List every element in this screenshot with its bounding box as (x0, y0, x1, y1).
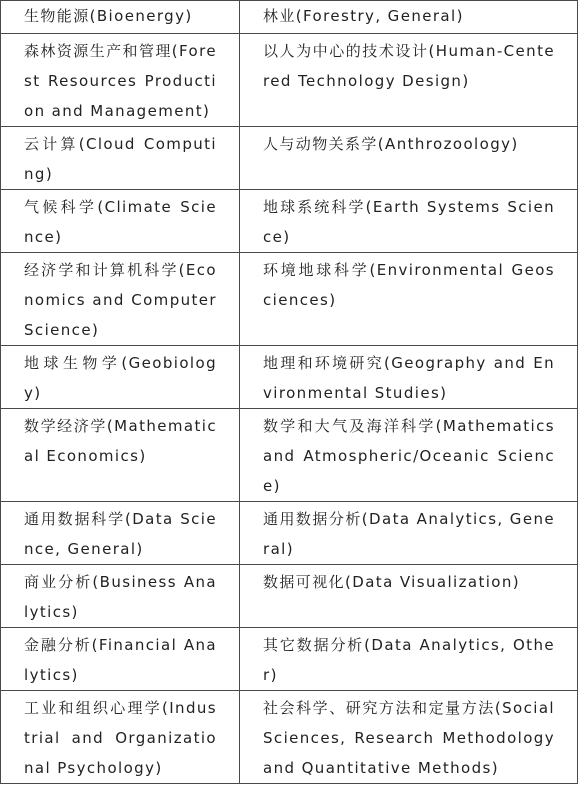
table-cell-right: 数据可视化(Data Visualization) (240, 565, 578, 628)
table-row (1, 346, 578, 409)
table-cell-right: 社会科学、研究方法和定量方法(Social Sciences, Research Methodology and Quantitative Methods) (240, 691, 578, 784)
table-cell-right: 地理和环境研究(Geography and Environmental Studies) (240, 346, 578, 409)
table-cell-right: 环境地球科学(Environmental Geosciences) (240, 253, 578, 346)
table-cell-left: 经济学和计算机科学(Economics and Computer Science) (1, 253, 240, 346)
table-row (1, 502, 578, 565)
table-cell-right: 以人为中心的技术设计(Human-Centered Technology Design) (240, 34, 578, 127)
table-cell-left: 气候科学(Climate Science) (1, 190, 240, 253)
table-cell-right: 数学和大气及海洋科学(Mathematics and Atmospheric/Oceanic Science) (240, 409, 578, 502)
table-cell-right: 其它数据分析(Data Analytics, Other) (240, 628, 578, 691)
table-row (1, 190, 578, 253)
table-row (1, 1, 578, 34)
table-row (1, 253, 578, 346)
table-cell-left: 金融分析(Financial Analytics) (1, 628, 240, 691)
table-cell-left: 森林资源生产和管理(Forest Resources Production and Management) (1, 34, 240, 127)
table-cell-left: 商业分析(Business Analytics) (1, 565, 240, 628)
table-cell-right: 地球系统科学(Earth Systems Science) (240, 190, 578, 253)
table-cell-left: 云计算(Cloud Computing) (1, 127, 240, 190)
table-cell-right: 通用数据分析(Data Analytics, General) (240, 502, 578, 565)
table-row (1, 691, 578, 784)
table-row (1, 127, 578, 190)
table-row (1, 565, 578, 628)
table-cell-left: 数学经济学(Mathematical Economics) (1, 409, 240, 502)
table-row (1, 409, 578, 502)
table-cell-left: 工业和组织心理学(Industrial and Organizational Psychology) (1, 691, 240, 784)
table-cell-left: 生物能源(Bioenergy) (1, 1, 240, 34)
table-cell-left: 地球生物学(Geobiology) (1, 346, 240, 409)
table-cell-left: 通用数据科学(Data Science, General) (1, 502, 240, 565)
table-row (1, 34, 578, 127)
table-cell-right: 人与动物关系学(Anthrozoology) (240, 127, 578, 190)
table-cell-right: 林业(Forestry, General) (240, 1, 578, 34)
table-row (1, 628, 578, 691)
